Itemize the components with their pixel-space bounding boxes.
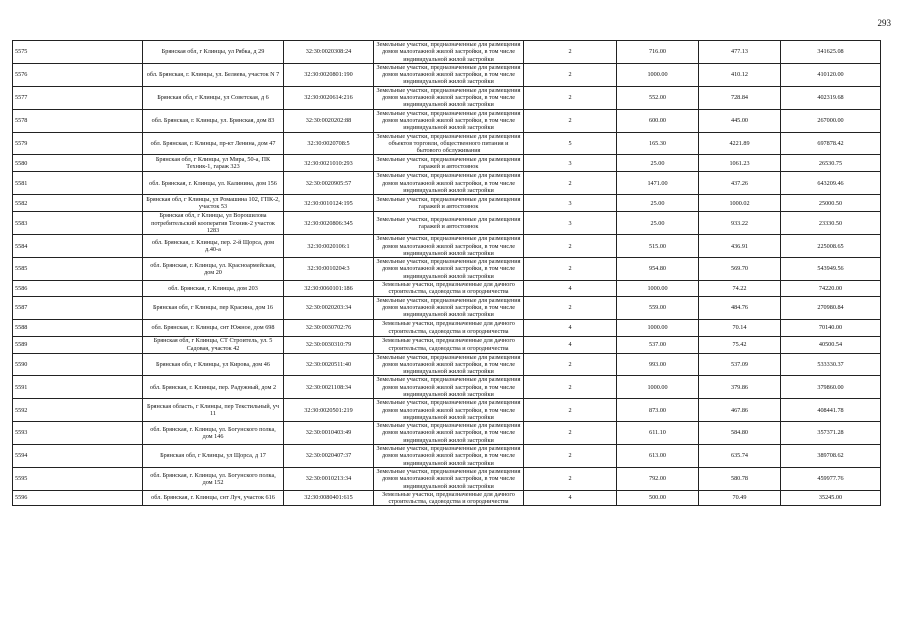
table-row [13, 445, 881, 468]
group-cell: 4 [524, 490, 617, 506]
row-number-cell: 5592 [13, 399, 143, 422]
cadastral-number-cell: 32:30:0020806:345 [284, 212, 374, 235]
group-cell: 2 [524, 445, 617, 468]
land-use-cell: Земельные участки, предназначенные для размещения объектов торговли, общественного питания и бытового обслуживания [374, 132, 524, 155]
specific-value-cell: 537.09 [699, 353, 781, 376]
land-use-cell: Земельные участки, предназначенные для размещения домов малоэтажной жилой застройки, в том числе индивидуальной жилой застройки [374, 41, 524, 64]
group-cell: 4 [524, 336, 617, 353]
group-cell: 2 [524, 63, 617, 86]
specific-value-cell: 484.76 [699, 296, 781, 319]
cadastral-number-cell: 32:30:0020407:37 [284, 445, 374, 468]
specific-value-cell: 1061.23 [699, 155, 781, 172]
land-use-cell: Земельные участки, предназначенные для размещения домов малоэтажной жилой застройки, в том числе индивидуальной жилой застройки [374, 445, 524, 468]
table-body [13, 41, 881, 506]
area-cell: 1000.00 [617, 281, 699, 297]
table-row [13, 172, 881, 195]
area-cell: 165.30 [617, 132, 699, 155]
cadastral-number-cell: 32:30:0080401:615 [284, 490, 374, 506]
group-cell: 4 [524, 319, 617, 336]
group-cell: 2 [524, 86, 617, 109]
group-cell: 3 [524, 212, 617, 235]
area-cell: 25.00 [617, 155, 699, 172]
group-cell: 5 [524, 132, 617, 155]
land-use-cell: Земельные участки, предназначенные для размещения гаражей и автостоянок [374, 155, 524, 172]
cadastral-number-cell: 32:30:0021010:293 [284, 155, 374, 172]
cadastral-value-cell: 543949.56 [781, 258, 881, 281]
cadastral-number-cell: 32:30:0020202:88 [284, 109, 374, 132]
table-row [13, 212, 881, 235]
specific-value-cell: 477.13 [699, 41, 781, 64]
address-cell: обл. Брянская, г. Клинцы, пер. 2-й Щорса, дом д.40-а [143, 235, 284, 258]
area-cell: 559.00 [617, 296, 699, 319]
group-cell: 2 [524, 296, 617, 319]
cadastral-value-cell: 23330.50 [781, 212, 881, 235]
table-row [13, 235, 881, 258]
area-cell: 954.80 [617, 258, 699, 281]
area-cell: 716.00 [617, 41, 699, 64]
area-cell: 552.00 [617, 86, 699, 109]
group-cell: 2 [524, 258, 617, 281]
row-number-cell: 5583 [13, 212, 143, 235]
cadastral-number-cell: 32:30:0020708:5 [284, 132, 374, 155]
group-cell: 4 [524, 281, 617, 297]
area-cell: 25.00 [617, 195, 699, 212]
land-use-cell: Земельные участки, предназначенные для размещения домов малоэтажной жилой застройки, в том числе индивидуальной жилой застройки [374, 235, 524, 258]
row-number-cell: 5595 [13, 467, 143, 490]
land-use-cell: Земельные участки, предназначенные для дачного строительства, садоводства и огородничества [374, 336, 524, 353]
cadastral-number-cell: 32:30:0020203:34 [284, 296, 374, 319]
group-cell: 2 [524, 172, 617, 195]
area-cell: 500.00 [617, 490, 699, 506]
table-row [13, 490, 881, 506]
row-number-cell: 5586 [13, 281, 143, 297]
table-row [13, 258, 881, 281]
table-row [13, 353, 881, 376]
specific-value-cell: 70.49 [699, 490, 781, 506]
address-cell: обл. Брянская, г. Клинцы, ул. Калинина, дом 156 [143, 172, 284, 195]
group-cell: 2 [524, 399, 617, 422]
row-number-cell: 5587 [13, 296, 143, 319]
land-use-cell: Земельные участки, предназначенные для размещения домов малоэтажной жилой застройки, в том числе индивидуальной жилой застройки [374, 399, 524, 422]
row-number-cell: 5585 [13, 258, 143, 281]
area-cell: 25.00 [617, 212, 699, 235]
cadastral-value-cell: 225008.65 [781, 235, 881, 258]
specific-value-cell: 569.70 [699, 258, 781, 281]
table-row [13, 281, 881, 297]
land-use-cell: Земельные участки, предназначенные для размещения домов малоэтажной жилой застройки, в том числе индивидуальной жилой застройки [374, 86, 524, 109]
row-number-cell: 5580 [13, 155, 143, 172]
specific-value-cell: 728.84 [699, 86, 781, 109]
land-use-cell: Земельные участки, предназначенные для размещения гаражей и автостоянок [374, 195, 524, 212]
address-cell: обл. Брянская, г. Клинцы, пр-кт Ленина, дом 47 [143, 132, 284, 155]
row-number-cell: 5576 [13, 63, 143, 86]
specific-value-cell: 436.91 [699, 235, 781, 258]
group-cell: 2 [524, 467, 617, 490]
land-use-cell: Земельные участки, предназначенные для размещения домов малоэтажной жилой застройки, в том числе индивидуальной жилой застройки [374, 258, 524, 281]
specific-value-cell: 1000.02 [699, 195, 781, 212]
specific-value-cell: 74.22 [699, 281, 781, 297]
row-number-cell: 5590 [13, 353, 143, 376]
specific-value-cell: 379.86 [699, 376, 781, 399]
table-row [13, 155, 881, 172]
cadastral-number-cell: 32:30:0030702:76 [284, 319, 374, 336]
cadastral-value-cell: 70140.00 [781, 319, 881, 336]
group-cell: 2 [524, 353, 617, 376]
group-cell: 2 [524, 109, 617, 132]
address-cell: обл. Брянская, г. Клинцы, ул. Беляева, участок N 7 [143, 63, 284, 86]
cadastral-value-cell: 26530.75 [781, 155, 881, 172]
row-number-cell: 5582 [13, 195, 143, 212]
cadastral-number-cell: 32:30:0030310:79 [284, 336, 374, 353]
land-use-cell: Земельные участки, предназначенные для размещения домов малоэтажной жилой застройки, в том числе индивидуальной жилой застройки [374, 109, 524, 132]
cadastral-number-cell: 32:30:0010403:49 [284, 422, 374, 445]
land-use-cell: Земельные участки, предназначенные для размещения домов малоэтажной жилой застройки, в том числе индивидуальной жилой застройки [374, 353, 524, 376]
group-cell: 2 [524, 422, 617, 445]
area-cell: 611.10 [617, 422, 699, 445]
land-use-cell: Земельные участки, предназначенные для размещения домов малоэтажной жилой застройки, в том числе индивидуальной жилой застройки [374, 467, 524, 490]
table-row [13, 41, 881, 64]
specific-value-cell: 410.12 [699, 63, 781, 86]
cadastral-value-cell: 379860.00 [781, 376, 881, 399]
row-number-cell: 5575 [13, 41, 143, 64]
land-use-cell: Земельные участки, предназначенные для размещения гаражей и автостоянок [374, 212, 524, 235]
cadastral-value-table [12, 40, 881, 506]
address-cell: Брянская обл, г Клинцы, ул Рябка, д 29 [143, 41, 284, 64]
specific-value-cell: 70.14 [699, 319, 781, 336]
cadastral-value-cell: 389708.62 [781, 445, 881, 468]
area-cell: 1000.00 [617, 376, 699, 399]
area-cell: 1000.00 [617, 63, 699, 86]
cadastral-number-cell: 32:30:0010213:34 [284, 467, 374, 490]
row-number-cell: 5577 [13, 86, 143, 109]
address-cell: обл. Брянская, г. Клинцы, дом 203 [143, 281, 284, 297]
row-number-cell: 5594 [13, 445, 143, 468]
address-cell: обл. Брянская, г. Клинцы, снт Южное, дом 698 [143, 319, 284, 336]
row-number-cell: 5589 [13, 336, 143, 353]
group-cell: 3 [524, 195, 617, 212]
address-cell: Брянская область, г Клинцы, пер Текстильный, уч 11 [143, 399, 284, 422]
group-cell: 3 [524, 155, 617, 172]
area-cell: 993.00 [617, 353, 699, 376]
table-row [13, 319, 881, 336]
area-cell: 1000.00 [617, 319, 699, 336]
table-row [13, 399, 881, 422]
area-cell: 792.00 [617, 467, 699, 490]
land-use-cell: Земельные участки, предназначенные для дачного строительства, садоводства и огородничества [374, 319, 524, 336]
cadastral-number-cell: 32:30:0010124:195 [284, 195, 374, 212]
address-cell: Брянская обл, г Клинцы, ул Ромашина 102, ГПК-2, участок 53 [143, 195, 284, 212]
address-cell: Брянская обл, г Клинцы, ул Щорса, д 17 [143, 445, 284, 468]
cadastral-number-cell: 32:30:0020511:40 [284, 353, 374, 376]
row-number-cell: 5591 [13, 376, 143, 399]
row-number-cell: 5578 [13, 109, 143, 132]
specific-value-cell: 75.42 [699, 336, 781, 353]
row-number-cell: 5596 [13, 490, 143, 506]
address-cell: Брянская обл, г Клинцы, ул Советская, д 6 [143, 86, 284, 109]
cadastral-value-cell: 35245.00 [781, 490, 881, 506]
specific-value-cell: 437.26 [699, 172, 781, 195]
cadastral-number-cell: 32:30:0020106:1 [284, 235, 374, 258]
cadastral-number-cell: 32:30:0020501:219 [284, 399, 374, 422]
address-cell: обл. Брянская, г. Клинцы, ул. Красноармейская, дом 20 [143, 258, 284, 281]
cadastral-number-cell: 32:30:0020614:216 [284, 86, 374, 109]
address-cell: обл. Брянская, г. Клинцы, ул. Богунского полка, дом 152 [143, 467, 284, 490]
cadastral-value-cell: 697878.42 [781, 132, 881, 155]
cadastral-value-cell: 25000.50 [781, 195, 881, 212]
cadastral-number-cell: 32:30:0020905:57 [284, 172, 374, 195]
land-use-cell: Земельные участки, предназначенные для дачного строительства, садоводства и огородничества [374, 490, 524, 506]
cadastral-value-cell: 357371.28 [781, 422, 881, 445]
row-number-cell: 5584 [13, 235, 143, 258]
cadastral-value-cell: 533330.37 [781, 353, 881, 376]
address-cell: обл. Брянская, г. Клинцы, снт Луч, участок 616 [143, 490, 284, 506]
address-cell: Брянская обл, г Клинцы, пер Красина, дом 16 [143, 296, 284, 319]
address-cell: Брянская обл, г Клинцы, ул Ворошилова потребительский кооператив Техник-2 участок 1283 [143, 212, 284, 235]
cadastral-value-cell: 74220.00 [781, 281, 881, 297]
specific-value-cell: 467.86 [699, 399, 781, 422]
cadastral-number-cell: 32:30:0010204:3 [284, 258, 374, 281]
cadastral-value-cell: 643209.46 [781, 172, 881, 195]
table-row [13, 63, 881, 86]
land-use-cell: Земельные участки, предназначенные для размещения домов малоэтажной жилой застройки, в том числе индивидуальной жилой застройки [374, 422, 524, 445]
group-cell: 2 [524, 235, 617, 258]
area-cell: 613.00 [617, 445, 699, 468]
table-row [13, 109, 881, 132]
land-use-cell: Земельные участки, предназначенные для размещения домов малоэтажной жилой застройки, в том числе индивидуальной жилой застройки [374, 172, 524, 195]
address-cell: обл. Брянская, г. Клинцы, ул. Брянская, дом 83 [143, 109, 284, 132]
cadastral-value-cell: 408441.78 [781, 399, 881, 422]
row-number-cell: 5579 [13, 132, 143, 155]
address-cell: Брянская обл, г Клинцы, ул Кирова, дом 46 [143, 353, 284, 376]
cadastral-number-cell: 32:30:0021108:34 [284, 376, 374, 399]
address-cell: обл. Брянская, г. Клинцы, пер. Радужный, дом 2 [143, 376, 284, 399]
table-row [13, 296, 881, 319]
cadastral-value-cell: 270980.84 [781, 296, 881, 319]
specific-value-cell: 584.80 [699, 422, 781, 445]
land-use-cell: Земельные участки, предназначенные для дачного строительства, садоводства и огородничества [374, 281, 524, 297]
area-cell: 515.00 [617, 235, 699, 258]
specific-value-cell: 4221.89 [699, 132, 781, 155]
group-cell: 2 [524, 41, 617, 64]
page-number: 293 [877, 18, 891, 28]
table-row [13, 195, 881, 212]
group-cell: 2 [524, 376, 617, 399]
row-number-cell: 5588 [13, 319, 143, 336]
address-cell: обл. Брянская, г. Клинцы, ул. Богунского полка, дом 146 [143, 422, 284, 445]
table-row [13, 132, 881, 155]
cadastral-value-cell: 267000.00 [781, 109, 881, 132]
land-use-cell: Земельные участки, предназначенные для размещения домов малоэтажной жилой застройки, в том числе индивидуальной жилой застройки [374, 63, 524, 86]
table-row [13, 422, 881, 445]
address-cell: Брянская обл, г Клинцы, СТ Строитель, ул. 5 Садовая, участок 42 [143, 336, 284, 353]
area-cell: 1471.00 [617, 172, 699, 195]
cadastral-value-cell: 341625.08 [781, 41, 881, 64]
land-use-cell: Земельные участки, предназначенные для размещения домов малоэтажной жилой застройки, в том числе индивидуальной жилой застройки [374, 296, 524, 319]
specific-value-cell: 635.74 [699, 445, 781, 468]
table-row [13, 467, 881, 490]
area-cell: 600.00 [617, 109, 699, 132]
area-cell: 537.00 [617, 336, 699, 353]
row-number-cell: 5581 [13, 172, 143, 195]
cadastral-number-cell: 32:30:0060101:186 [284, 281, 374, 297]
row-number-cell: 5593 [13, 422, 143, 445]
land-use-cell: Земельные участки, предназначенные для размещения домов малоэтажной жилой застройки, в том числе индивидуальной жилой застройки [374, 376, 524, 399]
cadastral-value-cell: 410120.00 [781, 63, 881, 86]
address-cell: Брянская обл, г Клинцы, ул Мира, 50-а, ПК Техник-1, гараж 323 [143, 155, 284, 172]
table-row [13, 86, 881, 109]
cadastral-value-cell: 459977.76 [781, 467, 881, 490]
cadastral-number-cell: 32:30:0020801:190 [284, 63, 374, 86]
area-cell: 873.00 [617, 399, 699, 422]
specific-value-cell: 445.00 [699, 109, 781, 132]
cadastral-value-cell: 40500.54 [781, 336, 881, 353]
specific-value-cell: 580.78 [699, 467, 781, 490]
cadastral-value-cell: 402319.68 [781, 86, 881, 109]
table-row [13, 336, 881, 353]
cadastral-number-cell: 32:30:0020308:24 [284, 41, 374, 64]
table-row [13, 376, 881, 399]
specific-value-cell: 933.22 [699, 212, 781, 235]
